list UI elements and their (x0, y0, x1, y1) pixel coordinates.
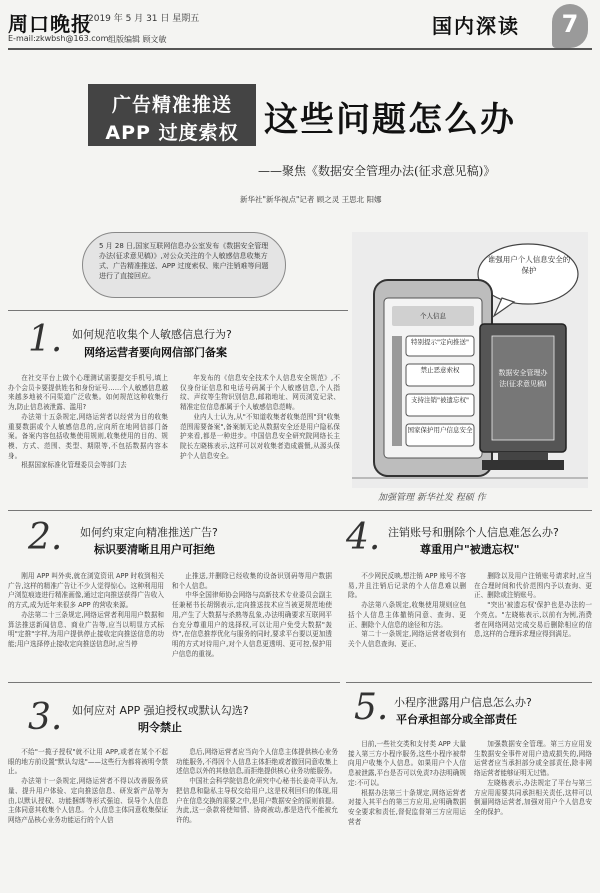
masthead-rule (8, 48, 592, 50)
section-1-answer: 网络运营者要向网信部门备案 (84, 346, 227, 359)
section-5-text-2-para-2: 左晓栋表示,办法规定了平台与第三方应用需要共同承担相关责任,这样可以倒逼网络运营者,加强对用户个人信息安全的保护。 (474, 778, 592, 816)
regulation-book-title: 数据安全管理办法(征求意见稿) (498, 369, 548, 388)
section-4-text-2-para-2: "突出'被遗忘权'保护也是办法的一个亮点。"左晓栋表示,以前有为例,消费者在网络网站完成交易后删除相应的信息,这样的合理诉求理应得到满足。 (474, 601, 592, 639)
byline: 新华社"新华视点"记者 顾之灵 王思北 阳娜 (240, 195, 382, 204)
section-2-question: 如何约束定向精准推送广告? (80, 526, 218, 539)
section-2-text-1-para-2: 办法第二十三条规定,网络运营者利用用户数据和算法推送新闻信息、商业广告等,应当以明显方式标明"定推"字样,为用户提供停止接收定向推送信息的功能;用户选择停止接收定向推送信息时,应当停 (8, 610, 164, 648)
newspaper-logo: 周口晚报 (8, 12, 92, 36)
section-5-text-1: 目前,一些社交类和支付类 APP 大量接入第三方小程序服务,这些小程序被带向用户收集个人信息。如果用户个人信息被泄露,平台是否可以免责?办法明确规定:不可以。 (348, 740, 466, 787)
section-2-column-1 (8, 572, 164, 670)
section-4-text-1-para-2: 办法第八条规定,收集使用规则应包括个人信息主体撤销同意、查询、更正、删除个人信息的途径和方法。 (348, 601, 466, 629)
illustration-caption: 加强管理 新华社发 程硕 作 (378, 493, 486, 503)
section-3-text-1: 不给"一揽子授权"就不让用 APP,或者在某个不起眼的地方前设置"默认勾选"——这些行为都将被明令禁止。 (8, 748, 168, 776)
section-1-text-1-para-2: 办法第十五条规定,网络运营者以经营为目的收集重要数据或个人敏感信息的,应向所在地网信部门备案。备案内容包括收集使用规则,收集使用的目的、规模、方式、范围、类型、期限等,不包括数据内容本身。 (8, 412, 168, 460)
headline-kicker-box (88, 84, 256, 146)
section-2-text-2-para-2: 中华全国律师协会网络与高新技术专业委员会副主任兼秘书长胡钢表示,定向推送技术应当被更规范地使用,产生了大数据与杀熟等乱象,办法明确要求互联网平台充分尊重用户的选择权,可以让用户免受大数据"轰炸",在信息推荐优化与服务的同时,要求平台要以更加透明的方式对待用户,对个人信息更透明、更可控,保护用户信息的重视。 (172, 591, 332, 658)
section-5-column-2 (474, 740, 592, 888)
section-2-text-1: 刚用 APP 叫外卖,就在浏览资讯 APP 时收到相关广告,这样的精准广告让不少人觉得惊心。这种利用用户浏览痕迹进行精准画像,通过定向推送获得广告收入的方式,成为近年来很多 APP 的营收来源。 (8, 572, 164, 610)
section-2-rule (8, 510, 592, 511)
section-title: 国内深读 (432, 14, 520, 38)
section-1-number: 1. (28, 319, 63, 360)
section-2-answer: 标识要清晰且用户可拒绝 (94, 543, 215, 556)
section-3-answer: 明令禁止 (138, 721, 182, 734)
section-2-text-2: 止推送,并删除已经收集的设备识别码等用户数据和个人信息。 (172, 572, 332, 590)
section-5-text-1-para-2: 根据办法第三十条规定,网络运营者对接入其平台的第三方应用,应明确数据安全要求和责任,督促监督第三方应用运营者 (348, 788, 466, 826)
section-3-text-1-para-2: 办法第十一条规定,网络运营者不得以改善服务质量、提升用户体验、定向推送信息、研发新产品等为由,以默认授权、功能捆绑等形式强迫、误导个人信息主体同意其收集个人信息。个人信息主体同意收集保证网络产品核心业务功能运行的个人信 (8, 777, 168, 824)
masthead (0, 0, 600, 64)
section-1-rule (8, 310, 348, 311)
section-5-column-1 (348, 740, 466, 888)
screen-button-4: 国家保护用户信息安全 (407, 426, 473, 434)
contact-email: E-mail:zkwbsh@163.com (8, 34, 109, 43)
illustration-bubble-text: 谁强用户个人信息安全的保护 (487, 255, 571, 275)
section-4-text-1: 不少网民反映,想注销 APP 账号不容易,并且注销后记录的个人信息难以删除。 (348, 572, 466, 600)
section-3-text-2-para-2: 中国社会科学院信息化研究中心秘书长姜奇平认为,把信息和隐私主导权交给用户,这是权利回归的体现,用户在信息交换的需要之中,是用户数据安全的原则前提。为此,这一条款将使知情、协商被动,都是迭代不能被允许的。 (176, 777, 338, 824)
section-1-text-2-para-2: 业内人士认为,从"不知道收集者收集范围"到"收集范围需要备案",备案制无论从数据安全还是用户隐私保护来看,都是一种进步。中国信息安全研究院网络长主院长左晓栋表示,这样可以对收集者造成震慑,从源头保护个人信息安全。 (180, 412, 340, 460)
section-2-column-2 (172, 572, 332, 670)
headline-kicker-line-2: APP 过度索权 (105, 122, 239, 144)
section-1-text-1-para-3: 根据国家标准化管理委员会等部门去 (21, 461, 127, 470)
section-3-column-2 (176, 748, 338, 888)
headline-kicker-line-1: 广告精准推送 (111, 94, 232, 116)
screen-button-1: 特别提示"定向推送" (411, 338, 469, 346)
section-5-question: 小程序泄露用户信息怎么办? (394, 696, 532, 709)
lead-paragraph: 5 月 28 日,国家互联网信息办公室发布《数据安全管理办法(征求意见稿)》,对公众关注的个人敏感信息收集方式、广告精准推送、APP 过度索权、账户注销难等问题进行了直接回应。 (82, 232, 286, 298)
section-4-question: 注销账号和删除个人信息难怎么办? (388, 526, 559, 539)
section-3-text-2: 息后,网络运营者应当向个人信息主体提供核心业务功能服务,不得因个人信息主体拒绝或者撤回同意收集上述信息以外的其他信息,而拒绝提供核心业务功能服务。 (176, 748, 338, 776)
section-2-number: 2. (28, 517, 63, 558)
section-1-text-1: 在社交平台上做个心理测试需要提交手机号,填上办个会员卡要提供姓名和身份证号……个人敏感信息越来越多地被不同渠道广泛收集。如何规范这种收集行为,防止信息被泄露、滥用? (8, 374, 168, 412)
section-5-text-2: 加强数据安全管理。第三方应用发生数据安全事件对用户造成损失的,网络运营者应当承担部分或全部责任,除非网络运营者能够证明无过错。 (474, 740, 592, 778)
section-5-rule (346, 682, 592, 683)
section-5-answer: 平台承担部分或全部责任 (396, 713, 517, 726)
section-3-column-1 (8, 748, 168, 888)
screen-header-item: 个人信息 (420, 312, 446, 320)
page-number-badge: 7 (552, 4, 588, 48)
section-4-text-1-para-3: 第二十一条规定,网络运营者收到有关个人信息查询、更正、 (348, 630, 466, 648)
screen-button-3: 支持注销"被遗忘权" (411, 396, 469, 404)
headline-subtitle: ——聚焦《数据安全管理办法(征求意见稿)》 (258, 164, 496, 178)
section-4-column-1 (348, 572, 466, 670)
section-4-number: 4. (346, 517, 381, 558)
phone-illustration (352, 232, 588, 488)
screen-button-2: 禁止恶意索权 (420, 366, 460, 374)
section-3-rule (8, 682, 340, 683)
section-1-text-2: 年发布的《信息安全技术个人信息安全规范》,不仅身份证信息和电话号码属于个人敏感信息,个人指纹、声纹等生物识别信息,邮箱地址、网页浏览记录、精准定位信息都属于个人敏感信息范畴。 (180, 374, 340, 412)
main-headline: 这些问题怎么办 (264, 100, 516, 140)
section-4-text-2: 删除以及用户注销账号请求时,应当在合理时间和代价范围内予以查询、更正、删除或注销账号。 (474, 572, 592, 600)
section-3-number: 3. (28, 697, 63, 738)
section-3-question: 如何应对 APP 强迫授权或默认勾选? (72, 704, 249, 717)
section-5-number: 5. (354, 687, 389, 728)
section-1-question: 如何规范收集个人敏感信息行为? (72, 328, 232, 341)
section-4-answer: 尊重用户"被遗忘权" (420, 543, 520, 556)
section-4-column-2 (474, 572, 592, 670)
editor-credit: 组版编辑 顾文敏 (108, 35, 167, 44)
dateline: 2019 年 5 月 31 日 星期五 (88, 14, 200, 24)
